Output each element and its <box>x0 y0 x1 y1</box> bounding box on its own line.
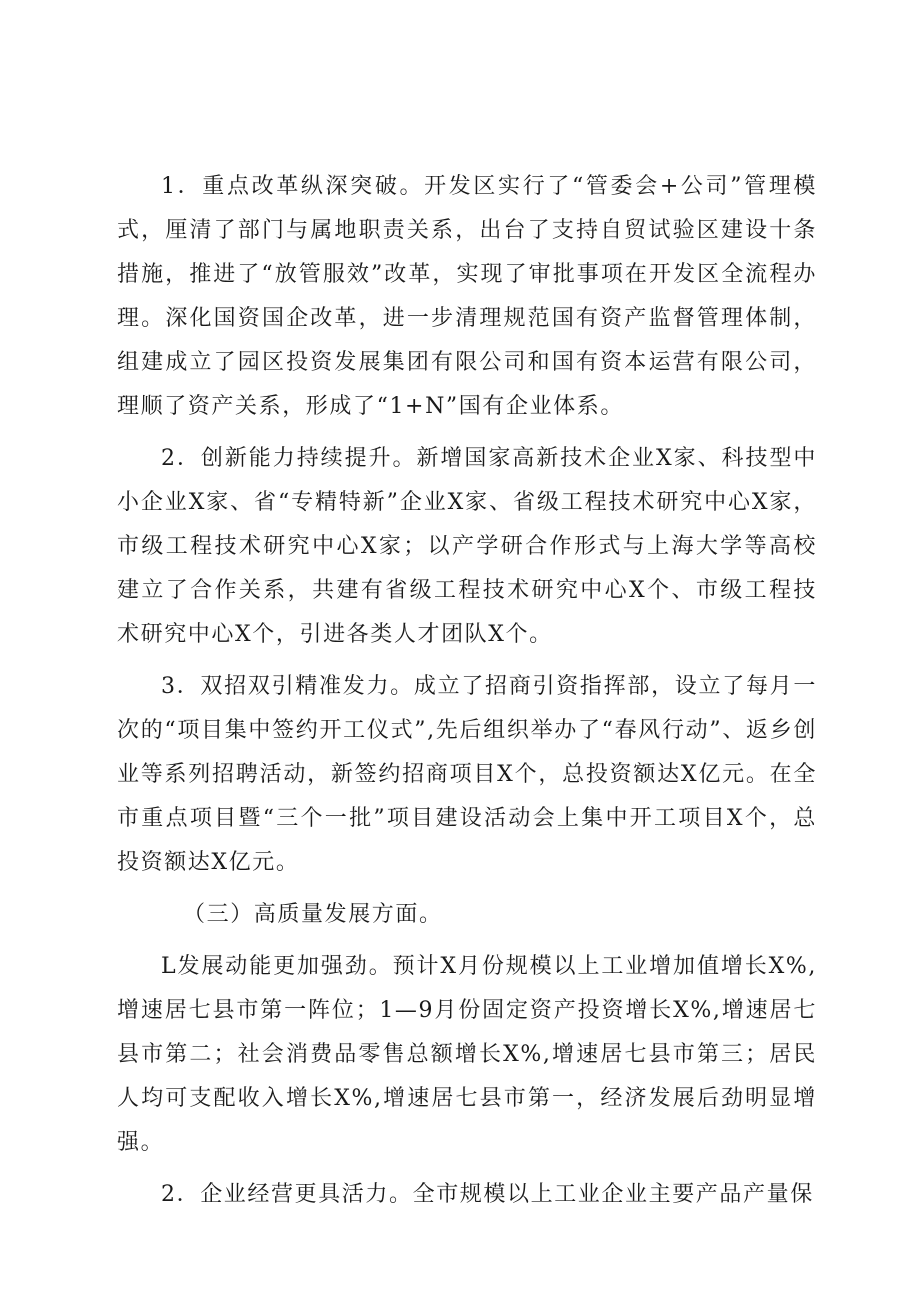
paragraph-investment: 3．双招双引精准发力。成立了招商引资指挥部，设立了每月一次的“项目集中签约开工仪式”,先后组织举办了“春风行动”、返乡创业等系列招聘活动，新签约招商项目X个，总投资额达X亿元。在全市重点项目暨“三个一批”项目建设活动会上集中开工项目X个，总投资额达X亿元。 <box>117 674 817 875</box>
document-body <box>117 165 817 1225</box>
paragraph-key-reform: 1．重点改革纵深突破。开发区实行了“管委会+公司”管理模式，厘清了部门与属地职责关系，出台了支持自贸试验区建设十条措施，推进了“放管服效”改革，实现了审批事项在开发区全流程办理。深化国资国企改革，进一步清理规范国有资产监督管理体制，组建成立了园区投资发展集团有限公司和国有资本运营有限公司，理顺了资产关系，形成了“1+N”国有企业体系。 <box>117 174 817 419</box>
paragraph-innovation: 2．创新能力持续提升。新增国家高新技术企业X家、科技型中小企业X家、省“专精特新”企业X家、省级工程技术研究中心X家，市级工程技术研究中心X家；以产学研合作形式与上海大学等高校建立了合作关系，共建有省级工程技术研究中心X个、市级工程技术研究中心X个，引进各类人才团队X个。 <box>117 446 817 647</box>
section-heading-high-quality-development: （三）高质量发展方面。 <box>183 902 443 927</box>
paragraph-development-momentum: L发展动能更加强劲。预计X月份规模以上工业增加值增长X%,增速居七县市第一阵位；1—9月份固定资产投资增长X%,增速居七县市第二；社会消费品零售总额增长X%,增速居七县市第三；居民人均可支配收入增长X%,增速居七县市第一，经济发展后劲明显增强。 <box>117 954 817 1155</box>
paragraph-enterprise-vitality: 2．企业经营更具活力。全市规模以上工业企业主要产品产量保 <box>161 1182 814 1207</box>
